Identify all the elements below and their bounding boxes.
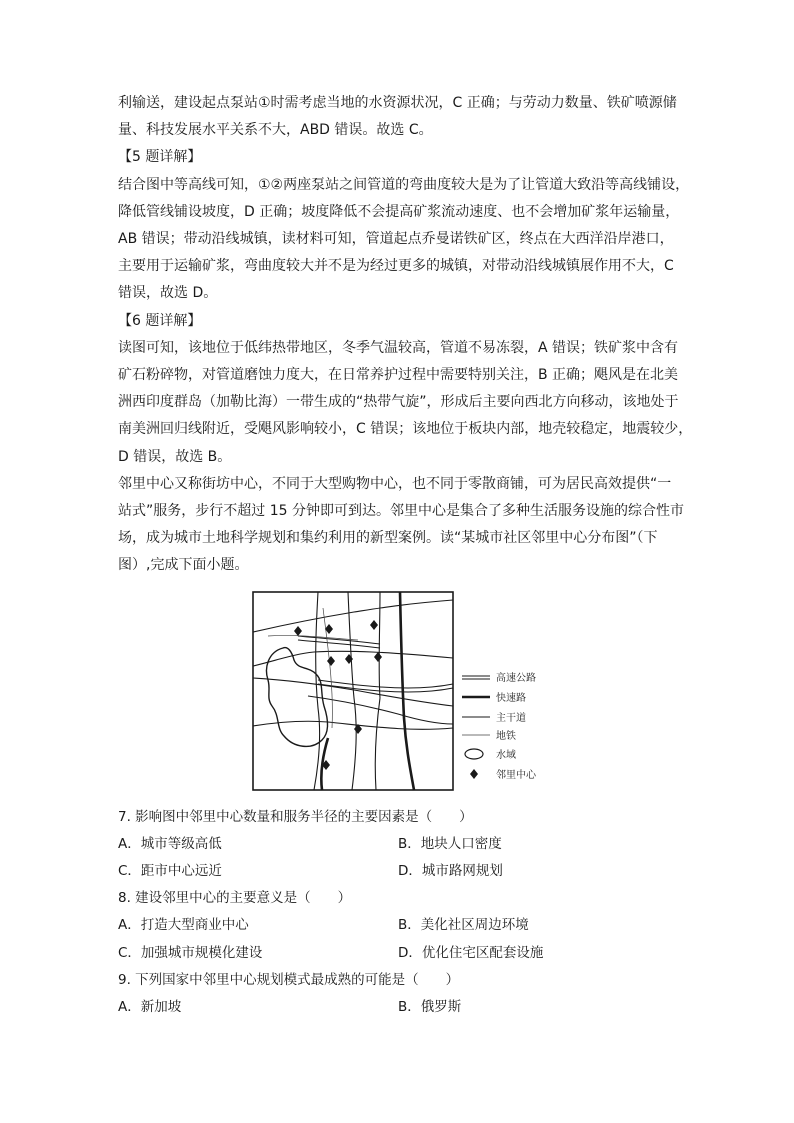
intro-paragraph: 场，成为城市土地科学规划和集约利用的新型案例。读“某城市社区邻里中心分布图”（下 — [118, 530, 658, 547]
paragraph: 洲西印度群岛（加勒比海）一带生成的“热带气旋”，形成后主要向西北方向移动，该地处于 — [118, 394, 679, 411]
paragraph: AB 错误；带动沿线城镇，读材料可知，管道起点乔曼诺铁矿区，终点在大西洋沿岸港口， — [118, 231, 674, 248]
neighborhood-center-marker — [374, 652, 382, 662]
options-row — [118, 994, 678, 1021]
paragraph: 利输送，建设起点泵站①时需考虑当地的水资源状况，C 正确；与劳动力数量、铁矿喷源储 — [118, 95, 677, 111]
legend-arterial: 主干道 — [496, 712, 526, 724]
paragraph: 矿石粉碎物，对管道磨蚀力度大，在日常养护过程中需要特别关注，B 正确；飓风是在北美 — [118, 367, 679, 384]
option-b: B．美化社区周边环境 — [398, 917, 529, 934]
paragraph: D 错误，故选 B。 — [118, 448, 232, 465]
option-a: A．新加坡 — [118, 999, 182, 1016]
legend-highway: 高速公路 — [496, 672, 536, 684]
heading-q5: 【5 题详解】 — [118, 149, 202, 166]
options-row — [118, 858, 678, 885]
option-b: B．地块人口密度 — [398, 835, 502, 852]
option-d: D．城市路网规划 — [398, 863, 503, 880]
paragraph: 量、科技发展水平关系不大，ABD 错误。故选 C。 — [118, 122, 433, 139]
question-9: 9. 下列国家中邻里中心规划模式最成熟的可能是（ ） — [118, 971, 460, 988]
heading-q6: 【6 题详解】 — [118, 312, 202, 329]
option-c: C．距市中心远近 — [118, 863, 222, 880]
intro-paragraph: 邻里中心又称街坊中心，不同于大型购物中心，也不同于零散商铺，可为居民高效提供“一 — [118, 475, 672, 492]
intro-paragraph: 图）,完成下面小题。 — [118, 557, 249, 574]
neighborhood-center-marker — [370, 620, 378, 630]
paragraph: 结合图中等高线可知，①②两座泵站之间管道的弯曲度较大是为了让管道大致沿等高线铺设， — [118, 176, 690, 193]
neighborhood-center-map-figure — [118, 588, 678, 798]
question-7: 7. 影响图中邻里中心数量和服务半径的主要因素是（ ） — [118, 808, 473, 825]
expressways — [321, 592, 414, 790]
map-legend — [462, 671, 537, 781]
options-row — [118, 831, 678, 858]
city-map — [118, 588, 678, 798]
legend-metro: 地铁 — [496, 730, 516, 742]
neighborhood-center-marker — [327, 656, 335, 666]
paragraph: 读图可知，该地位于低纬热带地区，冬季气温较高，管道不易冻裂，A 错误；铁矿浆中含有 — [118, 339, 679, 356]
option-a: A．城市等级高低 — [118, 835, 222, 852]
neighborhood-center-marker — [294, 626, 302, 636]
legend-expressway: 快速路 — [496, 692, 526, 704]
option-d: D．优化住宅区配套设施 — [398, 944, 544, 961]
option-a: A．打造大型商业中心 — [118, 917, 249, 934]
intro-paragraph: 站式”服务，步行不超过 15 分钟即可到达。邻里中心是集合了多种生活服务设施的综合性市 — [118, 503, 684, 520]
options-row — [118, 940, 678, 967]
options-row — [118, 912, 678, 939]
paragraph: 主要用于运输矿浆，弯曲度较大并不是为经过更多的城镇，对带动沿线城镇展作用不大，C — [118, 258, 674, 275]
question-8: 8. 建设邻里中心的主要意义是（ ） — [118, 890, 352, 907]
option-c: C．加强城市规模化建设 — [118, 944, 263, 961]
option-b: B．俄罗斯 — [398, 999, 462, 1016]
legend-water: 水域 — [496, 749, 516, 761]
paragraph: 南美洲回归线附近，受飓风影响较小，C 错误；该地位于板块内部，地壳较稳定，地震较少， — [118, 421, 693, 438]
legend-center: 邻里中心 — [496, 769, 536, 781]
paragraph: 降低管线铺设坡度，D 正确；坡度降低不会提高矿浆流动速度、也不会增加矿浆年运输量， — [118, 203, 680, 220]
paragraph: 错误，故选 D。 — [118, 285, 218, 302]
document-page — [118, 90, 693, 1021]
